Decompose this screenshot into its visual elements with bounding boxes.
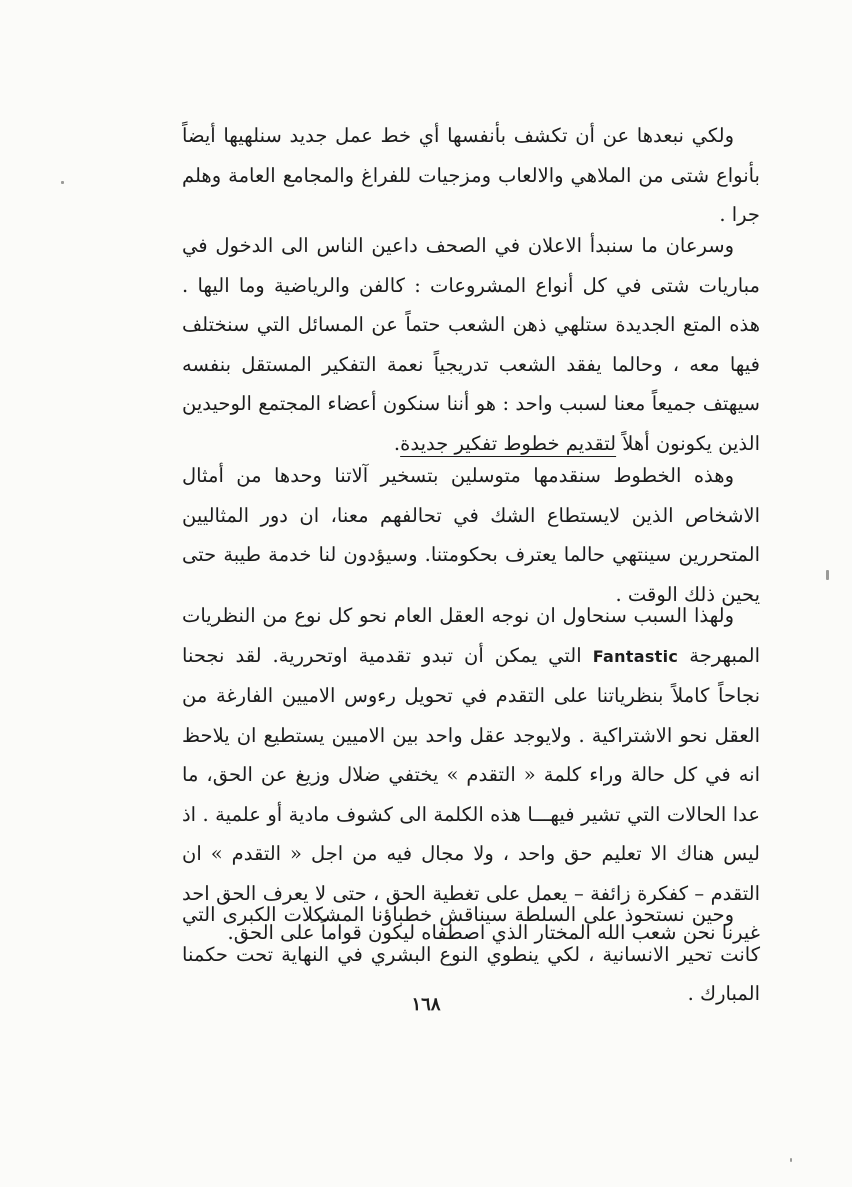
paragraph-1	[182, 116, 760, 235]
paragraph-2-end: .	[393, 431, 401, 455]
paragraph-1-text: ولكي نبعدها عن أن تكشف بأنفسها أي خط عمل جديد سنلهيها أيضاً بأنواع شتى من الملاهي والالعاب ومزجيات للفراغ والمجامع العامة وهلم جرا .	[182, 124, 760, 226]
paragraph-2	[182, 226, 760, 463]
paragraph-5-text: وحين نستحوذ على السلطة سيناقش خطباؤنا المشكلات الكبرى التي كانت تحير الانسانية ، لكي ينطوي النوع البشري في النهاية تحت حكمنا المبارك .	[182, 903, 760, 1005]
paragraph-3	[182, 456, 760, 614]
scan-speck	[826, 570, 829, 580]
paragraph-3-text: وهذه الخطوط سنقدمها متوسلين بتسخير آلاتنا وحدها من أمثال الاشخاص الذين لايستطاع الشك في تحالفهم معنا، ان دور المثاليين المتحررين سينتهي حالما يعترف بحكومتنا. وسيؤدون لنا خدمة طيبة حتى يحين ذلك الوقت .	[182, 464, 760, 606]
scan-speck	[61, 181, 64, 184]
underlined-phrase: لتقديم خطوط تفكير جديدة	[400, 431, 617, 455]
page-number: ١٦٨	[411, 994, 441, 1015]
scan-speck	[790, 1158, 792, 1162]
paragraph-4-text-before: ولهذا السبب سنحاول ان نوجه العقل العام نحو كل نوع من النظريات المبهرجة	[182, 604, 761, 667]
paragraph-2-text: وسرعان ما سنبدأ الاعلان في الصحف داعين الناس الى الدخول في مباريات شتى في كل أنواع المشروعات : كالفن والرياضية وما اليها . هذه المتع الجديدة ستلهي ذهن الشعب حتماً عن المسائل التي سنختلف فيها معه ، وحالما يفقد الشعب تدريجياً نعمة التفكير المستقل بنفسه سيهتف جميعاً معنا لسبب واحد : هو أننا سنكون أعضاء المجتمع الوحيدين الذين يكونون أهلاً	[182, 234, 760, 455]
paragraph-2-body	[182, 226, 760, 463]
latin-word-fantastic: Fantastic	[592, 646, 679, 666]
paragraph-4-text-after: التي يمكن أن تبدو تقدمية اوتحررية. لقد نجحنا نجاحاً كاملاً بنظرياتنا على التقدم في تحويل رءوس الاميين الفارغة من العقل نحو الاشتراكية . ولايوجد عقل واحد بين الاميين يستطيع ان يلاحظ انه في كل حالة وراء كلمة « التقدم » يختفي ضلال وزيغ عن الحق، ما عدا الحالات التي تشير فيهـــا هذه الكلمة الى كشوف مادية أو علمية . اذ ليس هناك الا تعليم حق واحد ، ولا مجال فيه من اجل « التقدم » ان التقدم – كفكرة زائفة – يعمل على تغطية الحق ، حتى لا يعرف الحق احد غيرنا نحن شعب الله المختار الذي اصطفاه ليكون قواماً على الحق.	[182, 643, 760, 944]
